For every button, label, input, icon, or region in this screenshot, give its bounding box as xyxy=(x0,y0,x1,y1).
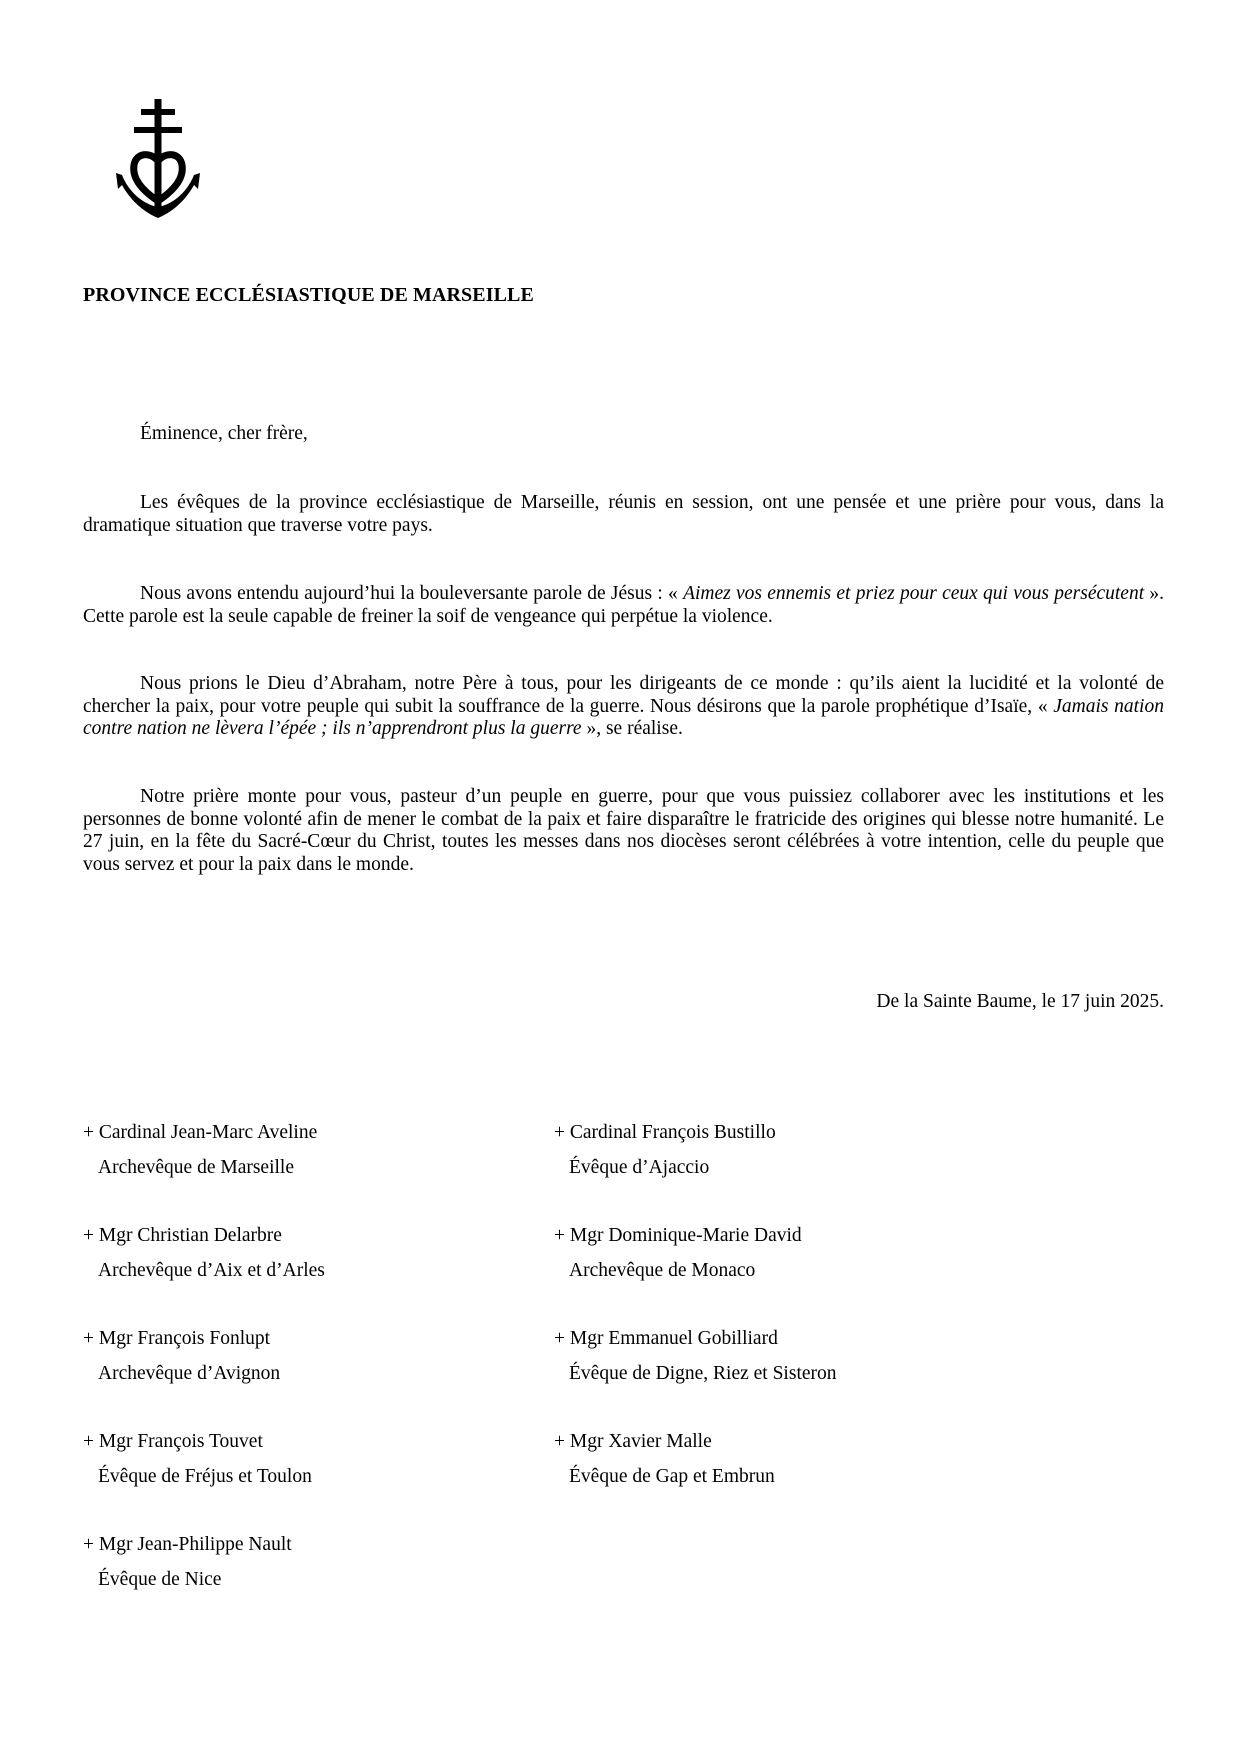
signatory-title: Archevêque de Monaco xyxy=(569,1260,756,1281)
signatory-name: + Mgr Emmanuel Gobilliard xyxy=(554,1328,778,1349)
signature-block xyxy=(83,1328,280,1385)
signatory-title: Évêque d’Ajaccio xyxy=(569,1157,710,1178)
camargue-cross-icon xyxy=(110,97,206,219)
paragraph-3-text-b: », se réalise. xyxy=(581,718,683,740)
place-and-date: De la Sainte Baume, le 17 juin 2025. xyxy=(876,991,1164,1012)
paragraph-3 xyxy=(83,673,1164,741)
signatory-name: + Mgr Jean-Philippe Nault xyxy=(83,1534,292,1555)
paragraph-2-quote: Aimez vos ennemis et priez pour ceux qui vous persécutent xyxy=(683,583,1145,604)
paragraph-1-text: Les évêques de la province ecclésiastique de Marseille, réunis en session, ont une pensée et une prière pour vous, dans la dramatique situation que traverse votre pays. xyxy=(83,492,1164,536)
signatory-name: + Mgr François Fonlupt xyxy=(83,1328,271,1349)
signatory-name: + Mgr François Touvet xyxy=(83,1431,263,1452)
signature-block xyxy=(554,1431,775,1488)
signatory-title: Évêque de Gap et Embrun xyxy=(569,1466,775,1487)
salutation: Éminence, cher frère, xyxy=(140,423,308,444)
signature-block xyxy=(83,1122,317,1179)
signature-block xyxy=(554,1225,802,1282)
paragraph-2-text-a: Nous avons entendu aujourd’hui la bouleversante parole de Jésus : « xyxy=(140,583,684,604)
signatory-title: Archevêque d’Aix et d’Arles xyxy=(98,1260,325,1281)
document-heading: PROVINCE ECCLÉSIASTIQUE DE MARSEILLE xyxy=(83,284,534,306)
paragraph-4-text: Notre prière monte pour vous, pasteur d’un peuple en guerre, pour que vous puissiez collaborer avec les institutions et les personnes de bonne volonté afin de mener le combat de la paix et faire disparaître le fratricide des origines qui blesse notre humanité. Le 27 juin, en la fête du Sacré-Cœur du Christ, toutes les messes dans nos diocèses seront célébrées à votre intention, celle du peuple que vous servez et pour la paix dans le monde. xyxy=(83,786,1164,875)
signatory-title: Évêque de Digne, Riez et Sisteron xyxy=(569,1363,837,1384)
signature-block xyxy=(554,1122,776,1179)
signatory-name: + Mgr Dominique-Marie David xyxy=(554,1225,802,1246)
paragraph-3-quote: Jamais nation contre nation ne lèvera l’épée ; ils n’apprendront plus la guerre xyxy=(83,695,1164,740)
signatory-name: + Mgr Christian Delarbre xyxy=(83,1225,282,1246)
signatory-name: + Mgr Xavier Malle xyxy=(554,1431,712,1452)
signature-block xyxy=(554,1328,837,1385)
signature-block xyxy=(83,1225,325,1282)
signatory-title: Évêque de Nice xyxy=(98,1569,222,1590)
signature-block xyxy=(83,1431,312,1488)
signatory-title: Archevêque d’Avignon xyxy=(98,1363,281,1384)
paragraph-2-text-b: ». Cette parole est la seule capable de freiner la soif de vengeance qui perpétue la violence. xyxy=(83,583,1165,627)
signatory-title: Archevêque de Marseille xyxy=(98,1157,294,1178)
signatory-title: Évêque de Fréjus et Toulon xyxy=(98,1466,312,1487)
paragraph-2 xyxy=(83,583,1164,628)
signature-block xyxy=(83,1534,292,1591)
signatory-name: + Cardinal François Bustillo xyxy=(554,1122,776,1143)
paragraph-3-text-a: Nous prions le Dieu d’Abraham, notre Père à tous, pour les dirigeants de ce monde : qu’ils aient la lucidité et la volonté de chercher la paix, pour votre peuple qui subit la souffrance de la guerre. Nous désirons que la parole prophétique d’Isaïe, « xyxy=(83,673,1164,717)
signatory-name: + Cardinal Jean-Marc Aveline xyxy=(83,1122,318,1143)
paragraph-1 xyxy=(83,492,1164,537)
paragraph-4 xyxy=(83,786,1164,876)
